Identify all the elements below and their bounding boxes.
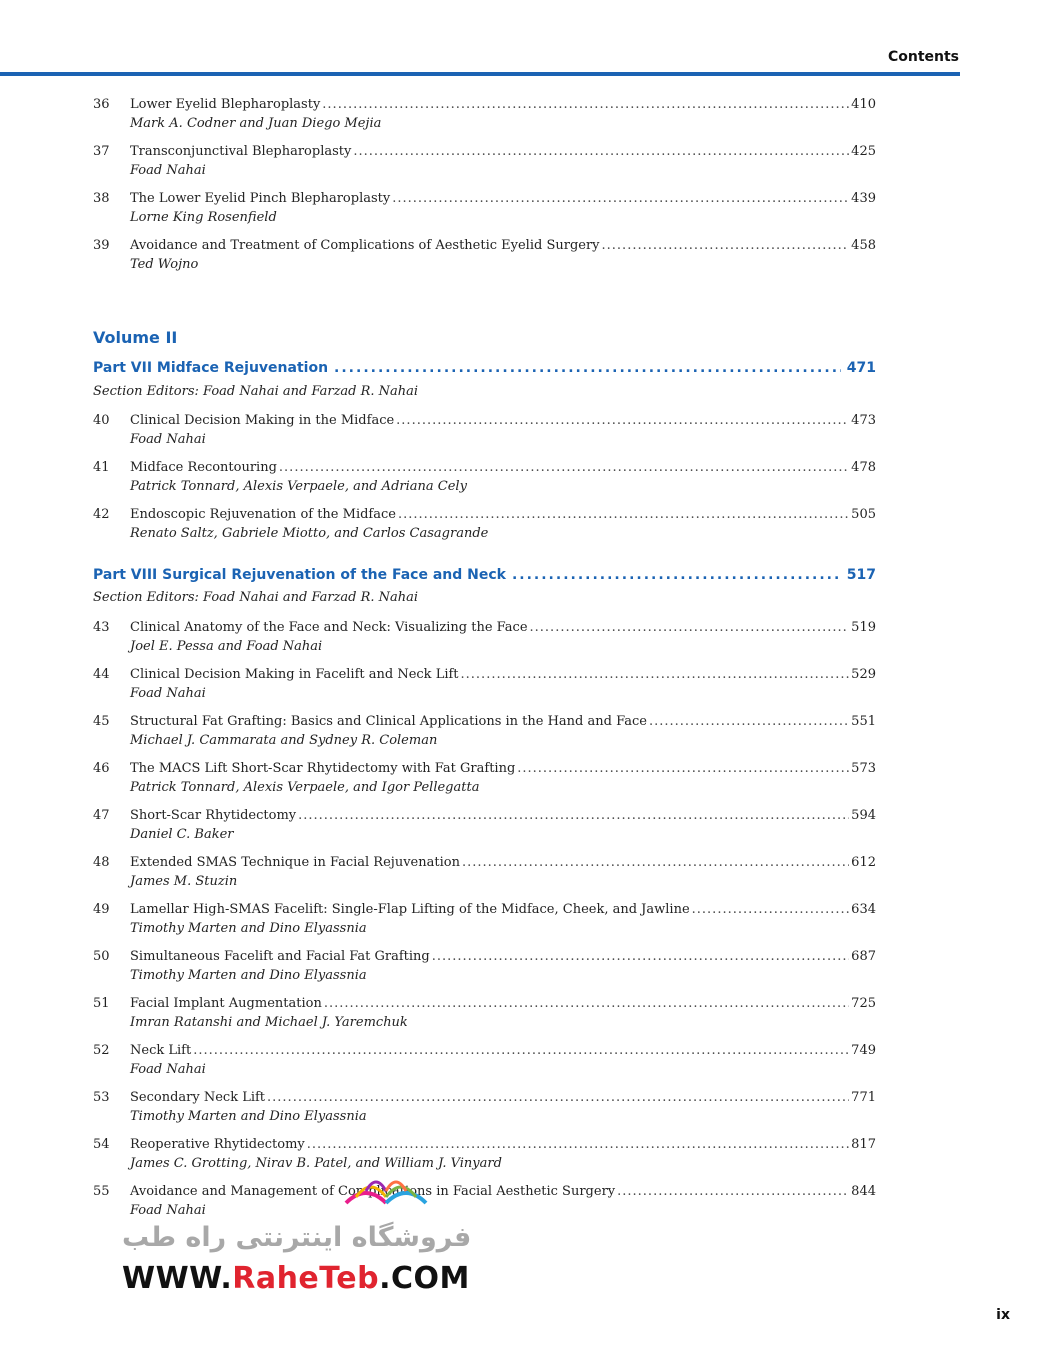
chapter-page: 505 [851,507,876,522]
watermark-persian-text: فروشگاه اینترنتی راه طب [122,1222,472,1253]
chapter-title: The Lower Eyelid Pinch Blepharoplasty [130,191,391,206]
dot-leader [334,360,841,376]
dot-leader [267,1088,849,1107]
chapter-author: Foad Nahai [130,1062,206,1077]
chapter-line [130,806,876,825]
toc-entry[interactable] [93,411,876,458]
chapter-page: 458 [851,238,876,253]
chapter-number: 52 [93,1043,110,1058]
chapter-title: Secondary Neck Lift [130,1090,266,1105]
chapter-number: 55 [93,1184,110,1199]
watermark-url[interactable] [122,1261,470,1296]
chapter-page: 573 [851,761,876,776]
book-logo-icon [326,1163,446,1223]
toc-entry[interactable] [93,458,876,505]
chapter-page: 425 [851,144,876,159]
chapter-line [130,189,876,208]
chapter-author: Foad Nahai [130,1203,206,1218]
toc-entry[interactable] [93,900,876,947]
part-title: Part VII Midface Rejuvenation [93,360,329,376]
chapter-title: Simultaneous Facelift and Facial Fat Grafting [130,949,430,964]
chapter-author: Foad Nahai [130,432,206,447]
chapter-title: Reoperative Rhytidectomy [130,1137,305,1152]
chapter-title: Clinical Decision Making in the Midface [130,413,395,428]
chapter-number: 48 [93,855,110,870]
part-page: 517 [846,567,876,583]
toc-entry[interactable] [93,1088,876,1135]
chapter-author: Joel E. Pessa and Foad Nahai [130,639,323,654]
chapter-page: 844 [851,1184,876,1199]
chapter-page: 519 [851,620,876,635]
chapter-line [130,618,876,637]
toc-entry[interactable] [93,665,876,712]
chapter-number: 43 [93,620,110,635]
chapter-number: 40 [93,413,110,428]
chapter-author: Timothy Marten and Dino Elyassnia [130,968,367,983]
chapter-line [130,853,876,872]
chapter-page: 817 [851,1137,876,1152]
chapter-line [130,411,876,430]
chapter-page: 612 [851,855,876,870]
chapter-number: 54 [93,1137,110,1152]
dot-leader [298,806,849,825]
chapter-number: 36 [93,97,110,112]
chapter-number: 41 [93,460,110,475]
chapter-author: Timothy Marten and Dino Elyassnia [130,921,367,936]
chapter-line [130,900,876,919]
chapter-author: Patrick Tonnard, Alexis Verpaele, and Adriana Cely [130,479,467,494]
part-vii-editors: Section Editors: Foad Nahai and Farzad R. Nahai [93,384,419,399]
dot-leader [512,567,841,583]
part-viii-editors: Section Editors: Foad Nahai and Farzad R. Nahai [93,590,419,605]
volume-heading: Volume II [93,328,178,347]
chapter-line [130,1088,876,1107]
toc-entry[interactable] [93,236,876,283]
chapter-line [130,712,876,731]
dot-leader [307,1135,849,1154]
chapter-number: 50 [93,949,110,964]
chapter-line [130,1041,876,1060]
header-rule [0,72,960,76]
chapter-title: Structural Fat Grafting: Basics and Clinical Applications in the Hand and Face [130,714,647,729]
chapter-title: Facial Implant Augmentation [130,996,322,1011]
chapter-title: Neck Lift [130,1043,192,1058]
url-prefix: WWW. [122,1261,233,1296]
toc-entry[interactable] [93,853,876,900]
dot-leader [530,618,850,637]
part-viii-heading[interactable] [93,567,876,583]
chapter-title: Clinical Anatomy of the Face and Neck: Visualizing the Face [130,620,528,635]
chapter-number: 38 [93,191,110,206]
chapter-title: Avoidance and Treatment of Complications of Aesthetic Eyelid Surgery [130,238,600,253]
chapter-title: Endoscopic Rejuvenation of the Midface [130,507,396,522]
chapter-title: Midface Recontouring [130,460,277,475]
chapter-line [130,665,876,684]
dot-leader [432,947,849,966]
chapter-line [130,759,876,778]
chapter-author: James C. Grotting, Nirav B. Patel, and William J. Vinyard [130,1156,502,1171]
chapter-line [130,1182,876,1201]
running-header-title: Contents [887,49,959,65]
chapter-page: 551 [851,714,876,729]
url-suffix: .COM [379,1261,470,1296]
dot-leader [324,994,849,1013]
toc-group-volume-1 [93,95,876,283]
dot-leader [649,712,849,731]
toc-entry[interactable] [93,947,876,994]
chapter-number: 51 [93,996,110,1011]
chapter-page: 529 [851,667,876,682]
toc-entry[interactable] [93,142,876,189]
chapter-line [130,236,876,255]
chapter-title: Extended SMAS Technique in Facial Rejuvenation [130,855,460,870]
chapter-line [130,142,876,161]
dot-leader [392,189,849,208]
chapter-line [130,458,876,477]
chapter-page: 687 [851,949,876,964]
toc-entry[interactable] [93,1135,876,1182]
chapter-number: 42 [93,507,110,522]
chapter-author: Daniel C. Baker [130,827,234,842]
chapter-title: Short-Scar Rhytidectomy [130,808,297,823]
dot-leader [353,142,849,161]
chapter-number: 53 [93,1090,110,1105]
chapter-author: Lorne King Rosenfield [130,210,277,225]
chapter-author: Ted Wojno [130,257,199,272]
chapter-page: 749 [851,1043,876,1058]
chapter-page: 439 [851,191,876,206]
chapter-number: 39 [93,238,110,253]
chapter-title: Transconjunctival Blepharoplasty [130,144,352,159]
chapter-page: 725 [851,996,876,1011]
chapter-title: Avoidance and Management of Complications in Facial Aesthetic Surgery [130,1184,616,1199]
page-number: ix [996,1307,1010,1323]
chapter-line [130,994,876,1013]
chapter-page: 478 [851,460,876,475]
chapter-title: The MACS Lift Short-Scar Rhytidectomy with Fat Grafting [130,761,516,776]
toc-entry[interactable] [93,759,876,806]
chapter-line [130,1135,876,1154]
chapter-number: 47 [93,808,110,823]
dot-leader [462,853,849,872]
chapter-number: 45 [93,714,110,729]
chapter-author: Renato Saltz, Gabriele Miotto, and Carlos Casagrande [130,526,489,541]
chapter-number: 49 [93,902,110,917]
dot-leader [517,759,849,778]
chapter-number: 46 [93,761,110,776]
chapter-line [130,947,876,966]
chapter-number: 44 [93,667,110,682]
toc-entry[interactable] [93,618,876,665]
toc-group-part-vii [93,411,876,552]
dot-leader [279,458,849,477]
chapter-author: Mark A. Codner and Juan Diego Mejia [130,116,382,131]
chapter-author: James M. Stuzin [130,874,238,889]
dot-leader [396,411,849,430]
chapter-line [130,505,876,524]
chapter-author: Patrick Tonnard, Alexis Verpaele, and Igor Pellegatta [130,780,480,795]
toc-entry[interactable] [93,994,876,1041]
dot-leader [398,505,849,524]
chapter-author: Michael J. Cammarata and Sydney R. Coleman [130,733,438,748]
dot-leader [193,1041,849,1060]
chapter-page: 771 [851,1090,876,1105]
part-page: 471 [846,360,876,376]
dot-leader [692,900,850,919]
url-brand: RaheTeb [232,1261,380,1296]
toc-entry[interactable] [93,189,876,236]
dot-leader [617,1182,849,1201]
chapter-author: Imran Ratanshi and Michael J. Yaremchuk [130,1015,408,1030]
chapter-author: Foad Nahai [130,686,206,701]
toc-entry[interactable] [93,806,876,853]
chapter-title: Lower Eyelid Blepharoplasty [130,97,321,112]
toc-entry[interactable] [93,1041,876,1088]
chapter-title: Lamellar High-SMAS Facelift: Single-Flap Lifting of the Midface, Cheek, and Jawline [130,902,690,917]
part-vii-heading[interactable] [93,360,876,376]
part-title: Part VIII Surgical Rejuvenation of the Face and Neck [93,567,506,583]
chapter-author: Foad Nahai [130,163,206,178]
chapter-page: 473 [851,413,876,428]
chapter-page: 410 [851,97,876,112]
toc-group-part-viii [93,618,876,1229]
toc-entry[interactable] [93,712,876,759]
chapter-page: 594 [851,808,876,823]
dot-leader [602,236,850,255]
toc-entry[interactable] [93,95,876,142]
chapter-number: 37 [93,144,110,159]
chapter-author: Timothy Marten and Dino Elyassnia [130,1109,367,1124]
chapter-page: 634 [851,902,876,917]
chapter-title: Clinical Decision Making in Facelift and Neck Lift [130,667,459,682]
dot-leader [322,95,849,114]
chapter-line [130,95,876,114]
dot-leader [461,665,850,684]
toc-entry[interactable] [93,505,876,552]
